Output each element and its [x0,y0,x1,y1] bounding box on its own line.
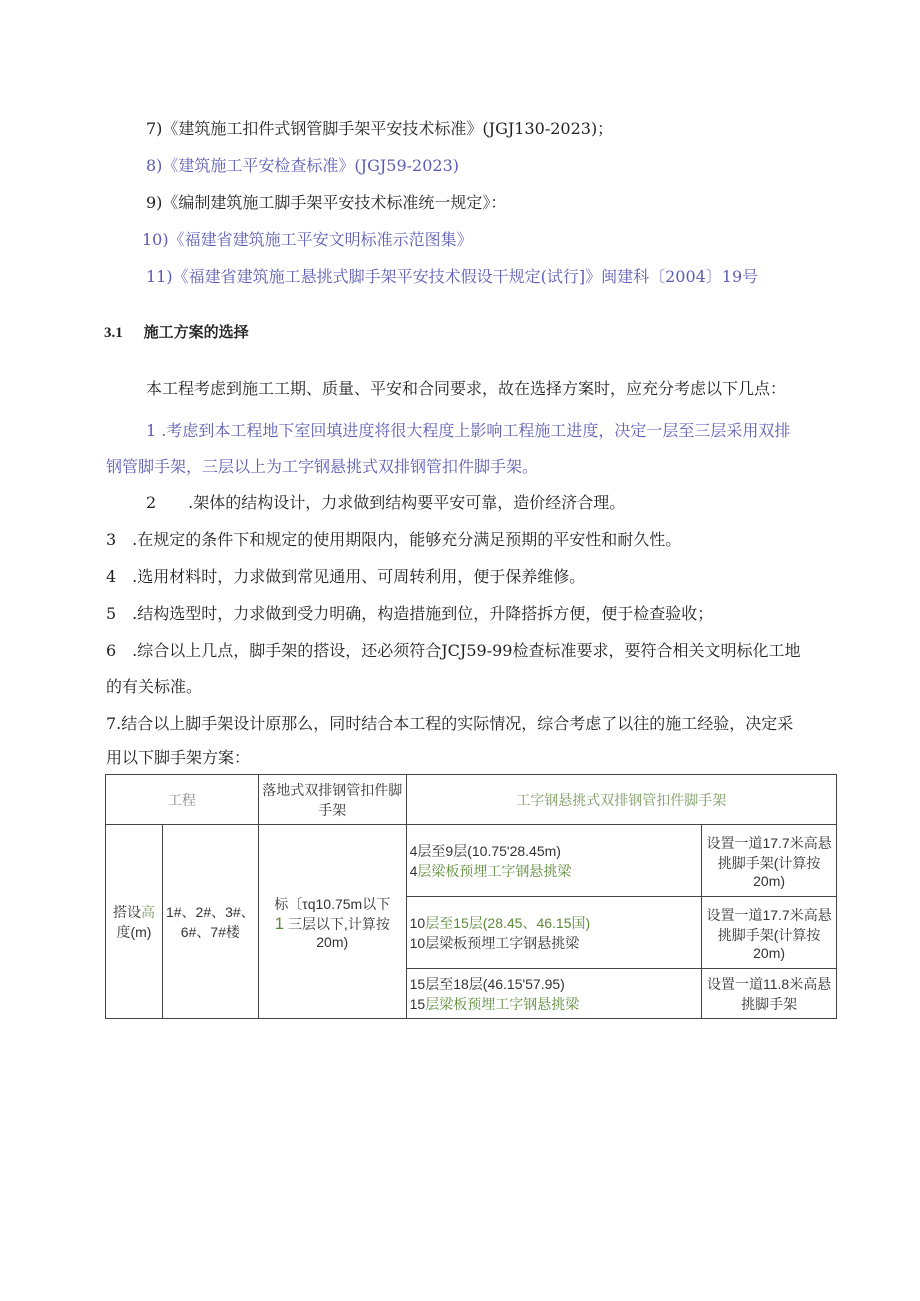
segment-2-setting: 设置一道17.7米高悬挑脚手架(计算按20m) [702,897,837,969]
segment-2-range [406,897,702,969]
segment-1-range-b: (10.75'28.45m) [467,842,561,859]
header-cantilever-scaffold: 工字钢悬挑式双排钢管扣件脚手架 [406,775,836,825]
row-label-part-3: 度(m) [116,923,152,940]
segment-3-range-b: (46.15'57.95) [482,975,565,992]
point-6-line-2: 的有关标准。 [106,677,203,696]
segment-3-range-a: 15层至18层 [409,975,483,992]
row-label-part-1: 搭设 [112,903,141,920]
reference-8: 8)《建筑施工平安检查标准》(JGJ59-2023) [146,156,460,175]
floor-scaffold-cell [258,825,406,1019]
point-7-line-1: 7.结合以上脚手架设计原那么，同时结合本工程的实际情况，综合考虑了以往的施工经验，决定采 [106,714,794,733]
point-1-line-1: 1 .考虑到本工程地下室回填进度将很大程度上影响工程施工进度，决定一层至三层采用双排 [146,421,791,440]
reference-7: 7)《建筑施工扣件式钢管脚手架平安技术标准》(JGJ130-2023)； [146,119,614,138]
segment-1-range [406,825,702,897]
segment-3-setting: 设置一道11.8米高悬挑脚手架 [702,969,837,1019]
header-floor-scaffold: 落地式双排钢管扣件脚手架 [258,775,406,825]
segment-1-range-a: 4层至9层 [409,842,468,859]
segment-1-setting: 设置一道17.7米高悬挑脚手架(计算按20m) [702,825,837,897]
segment-3-beam-a: 15 [409,995,426,1012]
floor-cell-line-1: 标〔τq10.75m以下 [274,895,391,912]
segment-3-range [406,969,702,1019]
point-1-line-2: 钢管脚手架，三层以上为工字钢悬挑式双排钢管扣件脚手架。 [106,457,539,476]
segment-2-beam-a: 10层梁板预埋工字钢悬挑梁 [409,934,580,951]
point-6-line-1: 6 .综合以上几点，脚手架的搭设，还必须符合JCJ59-99检查标准要求，要符合相关文明标化工地 [106,641,801,660]
buildings-cell: 1#、2#、3#、6#、7#楼 [162,825,258,1019]
reference-9: 9)《编制建筑施工脚手架平安技术标准统一规定》： [146,193,507,212]
point-7-line-2: 用以下脚手架方案： [106,748,251,767]
section-heading [104,321,249,344]
point-5: 5 .结构选型时，力求做到受力明确，构造措施到位，升降搭拆方便，便于检查验收； [106,604,714,623]
point-2: 2 .架体的结构设计，力求做到结构要平安可靠，造价经济合理。 [146,493,626,512]
point-3: 3 .在规定的条件下和规定的使用期限内，能够充分满足预期的平安性和耐久性。 [106,530,682,549]
segment-2-range-a: 10 [409,914,426,931]
table-row [106,825,837,897]
section-title: 施工方案的选择 [143,323,249,341]
floor-cell-line-2: 三层以下,计算按 [287,915,390,932]
segment-2-range-b: 层至15层(28.45、46.15国) [425,914,591,931]
table-header-row [106,775,837,825]
intro-paragraph: 本工程考虑到施工工期、质量、平安和合同要求，故在选择方案时，应充分考虑以下几点： [146,379,787,398]
floor-cell-line-3: 20m) [316,933,349,950]
segment-1-beam-b: 层梁板预埋工字钢悬挑梁 [417,862,572,879]
floor-cell-number: 1 [274,913,285,933]
segment-3-beam-b: 层梁板预埋工字钢悬挑梁 [425,995,580,1012]
point-4: 4 .选用材料时，力求做到常见通用、可周转利用，便于保养维修。 [106,567,586,586]
scaffold-plan-table [105,774,837,1019]
section-number: 3.1 [104,325,123,341]
segment-1-beam-a: 4 [409,862,418,879]
reference-11: 11)《福建省建筑施工悬挑式脚手架平安技术假设干规定(试行]》闽建科〔2004〕19号 [146,267,759,286]
header-project: 工程 [106,775,259,825]
row-label-part-2: 高 [140,903,155,920]
row-label-height [106,825,163,1019]
reference-10: 10)《福建省建筑施工平安文明标准示范图集》 [142,230,473,249]
